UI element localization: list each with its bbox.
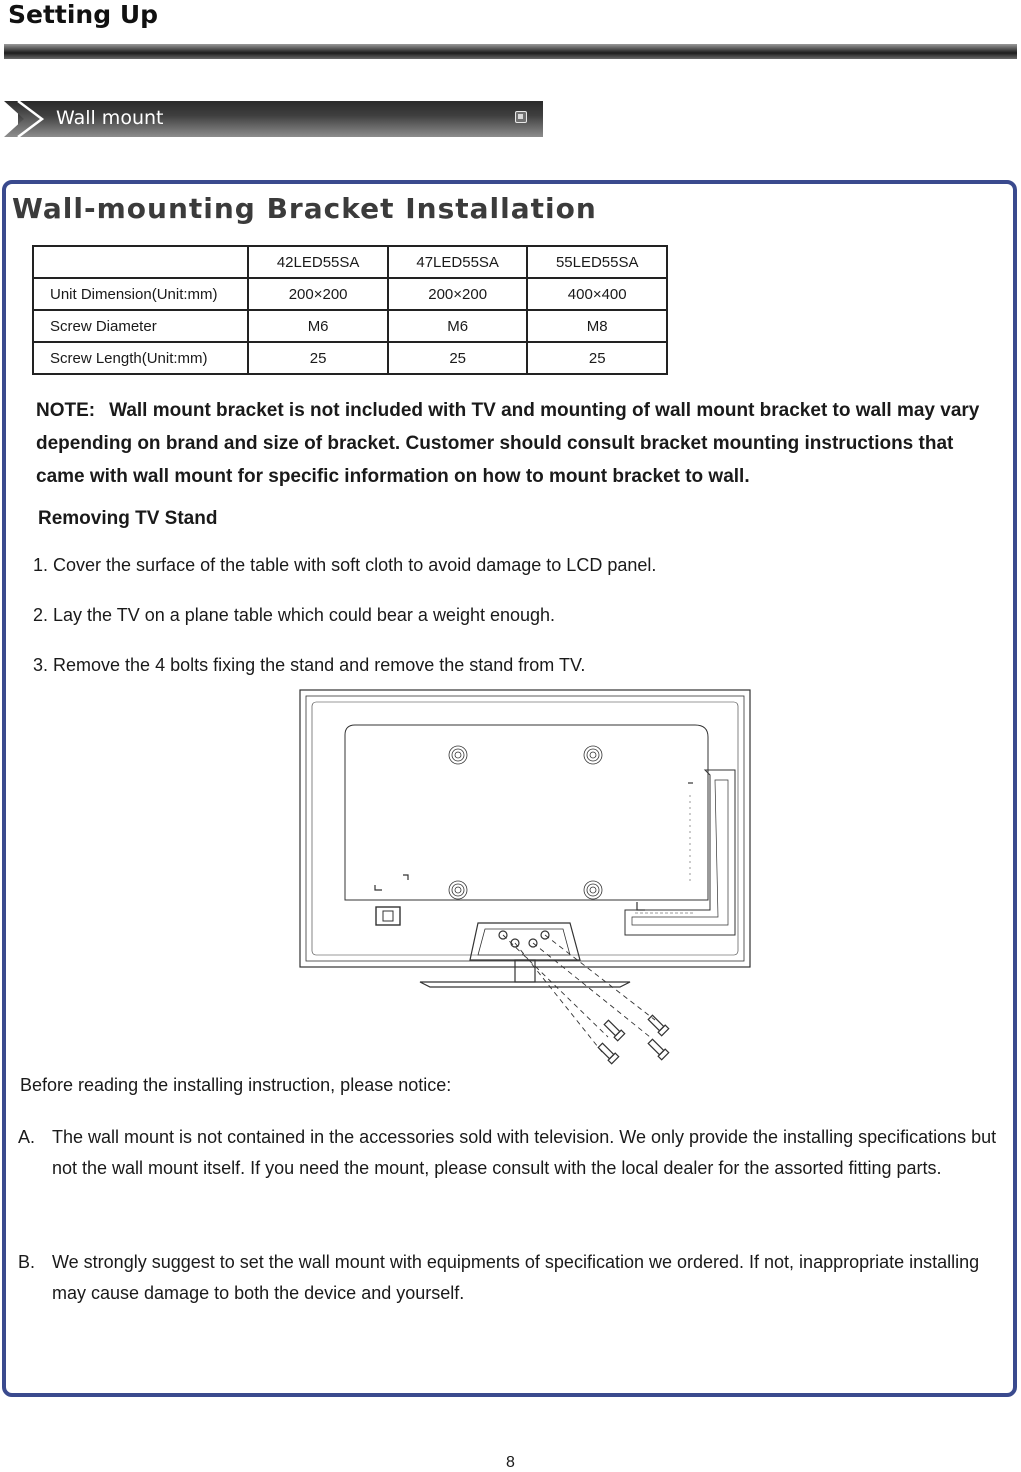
table-corner-cell <box>33 246 248 278</box>
tv-back-diagram <box>290 685 760 1070</box>
notice-letter: B. <box>18 1252 36 1272</box>
column-header: 42LED55SA <box>248 246 388 278</box>
spec-table <box>32 245 668 375</box>
before-notice-text: Before reading the installing instruction, please notice: <box>20 1075 452 1095</box>
step-item: 1. Cover the surface of the table with soft cloth to avoid damage to LCD panel. <box>33 555 657 575</box>
table-cell: M8 <box>527 310 667 342</box>
table-cell: M6 <box>248 310 388 342</box>
table-cell: 200×200 <box>388 278 528 310</box>
chevron-right-icon <box>4 99 44 139</box>
row-label: Screw Diameter <box>33 310 248 342</box>
table-cell: 400×400 <box>527 278 667 310</box>
table-row <box>33 278 667 310</box>
column-header: 47LED55SA <box>388 246 528 278</box>
note-text: Wall mount bracket is not included with TV and mounting of wall mount bracket to wall may vary depending on brand and size of bracket. Customer should consult bracket mounting instructions that came with wall mount for specific information on how to mount bracket to wall. <box>36 400 980 487</box>
page-number: 8 <box>506 1454 515 1471</box>
page-title: Wall-mounting Bracket Installation <box>12 192 597 225</box>
notice-text: We strongly suggest to set the wall mount with equipments of specification we ordered. If not, inappropriate installing may cause damage to both the device and yourself. <box>52 1252 980 1303</box>
square-bullet-icon <box>515 111 527 123</box>
table-cell: M6 <box>388 310 528 342</box>
note-label: NOTE: <box>36 400 96 421</box>
table-cell: 200×200 <box>248 278 388 310</box>
table-cell: 25 <box>527 342 667 374</box>
table-row <box>33 342 667 374</box>
table-row <box>33 310 667 342</box>
section-title: Setting Up <box>8 0 159 29</box>
row-label: Screw Length(Unit:mm) <box>33 342 248 374</box>
subtitle-label: Wall mount <box>56 107 164 129</box>
note-paragraph <box>36 394 1006 493</box>
table-cell: 25 <box>248 342 388 374</box>
table-header-row <box>33 246 667 278</box>
step-item: 2. Lay the TV on a plane table which could bear a weight enough. <box>33 605 556 625</box>
table-cell: 25 <box>388 342 528 374</box>
column-header: 55LED55SA <box>527 246 667 278</box>
section-divider-bar <box>4 44 1017 59</box>
notice-letter: A. <box>18 1127 36 1147</box>
removing-stand-heading: Removing TV Stand <box>38 508 218 529</box>
row-label: Unit Dimension(Unit:mm) <box>33 278 248 310</box>
notice-text: The wall mount is not contained in the accessories sold with television. We only provide the installing specifications but not the wall mount itself. If you need the mount, please consult with the local dealer for the assorted fitting parts. <box>52 1127 997 1178</box>
step-item: 3. Remove the 4 bolts fixing the stand and remove the stand from TV. <box>33 655 586 675</box>
